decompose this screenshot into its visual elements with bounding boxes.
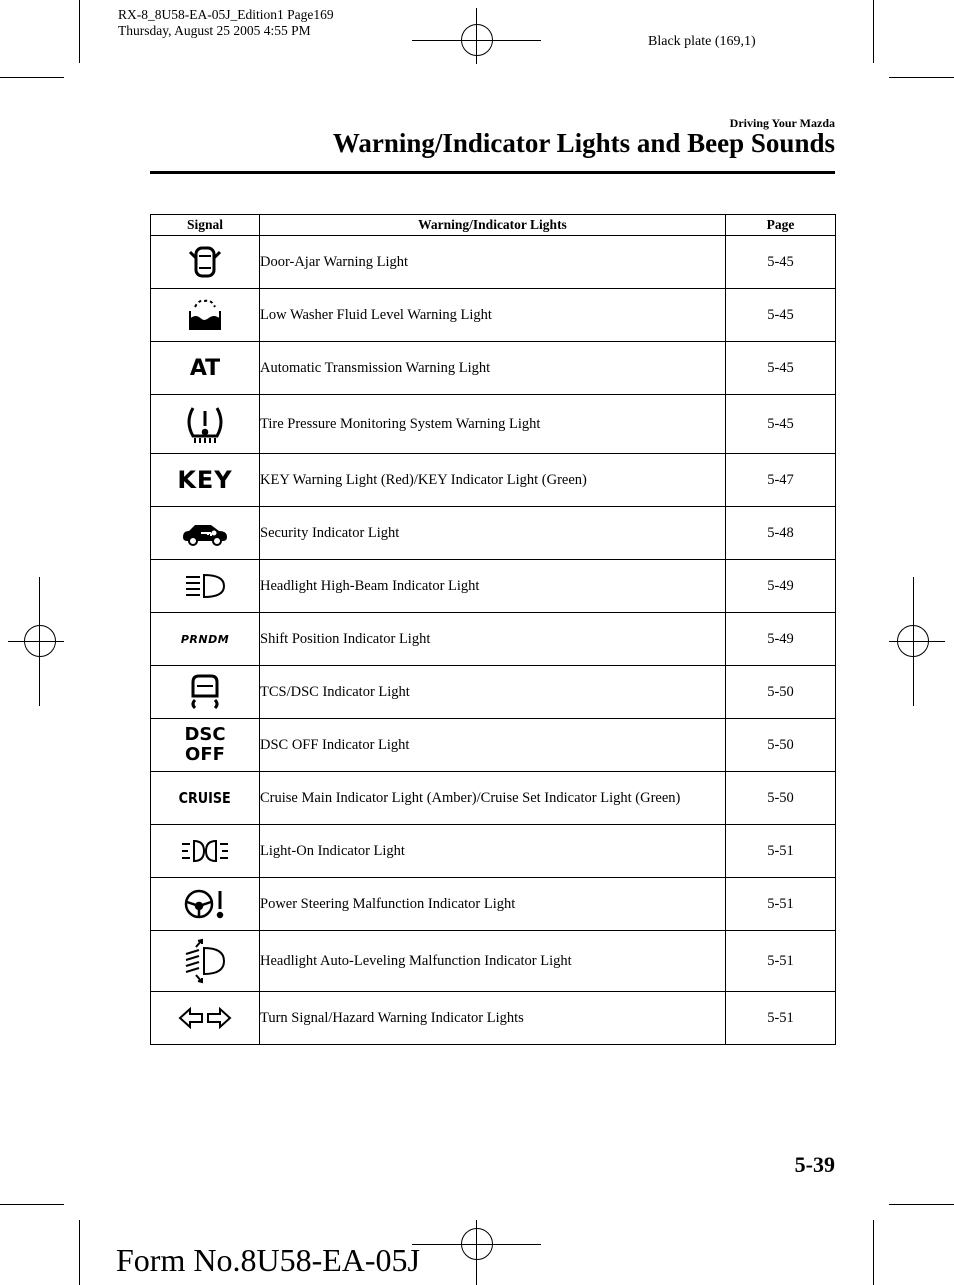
light-name: Power Steering Malfunction Indicator Light (260, 878, 726, 931)
page-title: Warning/Indicator Lights and Beep Sounds (332, 128, 835, 158)
power-steering-icon (182, 887, 228, 921)
light-name: KEY Warning Light (Red)/KEY Indicator Light (Green) (260, 454, 726, 507)
light-name: Automatic Transmission Warning Light (260, 342, 726, 395)
light-name: Headlight High-Beam Indicator Light (260, 560, 726, 613)
light-name: Security Indicator Light (260, 507, 726, 560)
signal-cell (151, 560, 260, 613)
security-car-icon (181, 519, 229, 547)
table-row (151, 878, 836, 931)
light-name: Light-On Indicator Light (260, 825, 726, 878)
signal-cell (151, 931, 260, 992)
section-label: Driving Your Mazda (729, 116, 835, 130)
washer-fluid-icon (187, 297, 223, 333)
dsc-off-line-1: DSC (184, 724, 226, 745)
header-lights: Warning/Indicator Lights (260, 215, 726, 236)
signal-cell (151, 666, 260, 719)
tire-pressure-icon (183, 402, 227, 446)
high-beam-icon (182, 571, 228, 601)
page-ref: 5-49 (726, 613, 836, 666)
table-row (151, 507, 836, 560)
table-row (151, 289, 836, 342)
job-line-1: RX-8_8U58-EA-05J_Edition1 Page169 (118, 7, 334, 22)
shift-position-icon: PRNDM (180, 632, 230, 646)
light-name: Cruise Main Indicator Light (Amber)/Cruise Set Indicator Light (Green) (260, 772, 726, 825)
table-row (151, 236, 836, 289)
light-name: Low Washer Fluid Level Warning Light (260, 289, 726, 342)
light-name: Headlight Auto-Leveling Malfunction Indicator Light (260, 931, 726, 992)
dsc-off-line-2: OFF (185, 744, 225, 765)
light-name: TCS/DSC Indicator Light (260, 666, 726, 719)
signal-cell (151, 878, 260, 931)
dsc-off-icon (184, 725, 225, 765)
signal-cell (151, 454, 260, 507)
light-name: Shift Position Indicator Light (260, 613, 726, 666)
light-name: DSC OFF Indicator Light (260, 719, 726, 772)
table-row (151, 719, 836, 772)
at-icon: AT (189, 355, 221, 381)
page-ref: 5-51 (726, 878, 836, 931)
page-ref: 5-45 (726, 395, 836, 454)
page-ref: 5-50 (726, 719, 836, 772)
tcs-dsc-icon (185, 672, 225, 712)
page-number: 5-39 (794, 1152, 835, 1177)
page-ref: 5-47 (726, 454, 836, 507)
page-ref: 5-49 (726, 560, 836, 613)
lights-table (150, 214, 836, 1045)
header-signal: Signal (151, 215, 260, 236)
auto-leveling-icon (182, 938, 228, 984)
light-name: Door-Ajar Warning Light (260, 236, 726, 289)
signal-cell (151, 825, 260, 878)
title-rule (150, 171, 835, 174)
job-line-2: Thursday, August 25 2005 4:55 PM (118, 23, 311, 38)
table-row (151, 772, 836, 825)
page-ref: 5-48 (726, 507, 836, 560)
page-ref: 5-51 (726, 931, 836, 992)
job-info (118, 7, 334, 39)
signal-cell (151, 342, 260, 395)
page-ref: 5-45 (726, 236, 836, 289)
signal-cell (151, 236, 260, 289)
page-ref: 5-50 (726, 772, 836, 825)
header-page: Page (726, 215, 836, 236)
cruise-icon: CRUISE (178, 789, 232, 807)
signal-cell (151, 289, 260, 342)
plate-label: Black plate (169,1) (648, 34, 756, 49)
form-number: Form No.8U58-EA-05J (116, 1242, 420, 1278)
table-row (151, 931, 836, 992)
door-ajar-icon (187, 244, 223, 280)
turn-signal-icon (178, 1006, 232, 1030)
table-row (151, 454, 836, 507)
table-row (151, 666, 836, 719)
signal-cell (151, 395, 260, 454)
page-ref: 5-45 (726, 289, 836, 342)
page-ref: 5-51 (726, 825, 836, 878)
light-name: Turn Signal/Hazard Warning Indicator Lights (260, 992, 726, 1045)
page-ref: 5-51 (726, 992, 836, 1045)
signal-cell (151, 992, 260, 1045)
signal-cell (151, 772, 260, 825)
page-ref: 5-45 (726, 342, 836, 395)
key-icon: KEY (177, 466, 233, 494)
page-ref: 5-50 (726, 666, 836, 719)
signal-cell (151, 613, 260, 666)
table-row (151, 825, 836, 878)
light-name: Tire Pressure Monitoring System Warning Light (260, 395, 726, 454)
signal-cell (151, 719, 260, 772)
light-on-icon (180, 837, 230, 865)
table-row (151, 613, 836, 666)
table-header-row (151, 215, 836, 236)
table-row (151, 395, 836, 454)
signal-cell (151, 507, 260, 560)
table-row (151, 992, 836, 1045)
table-row (151, 342, 836, 395)
table-row (151, 560, 836, 613)
